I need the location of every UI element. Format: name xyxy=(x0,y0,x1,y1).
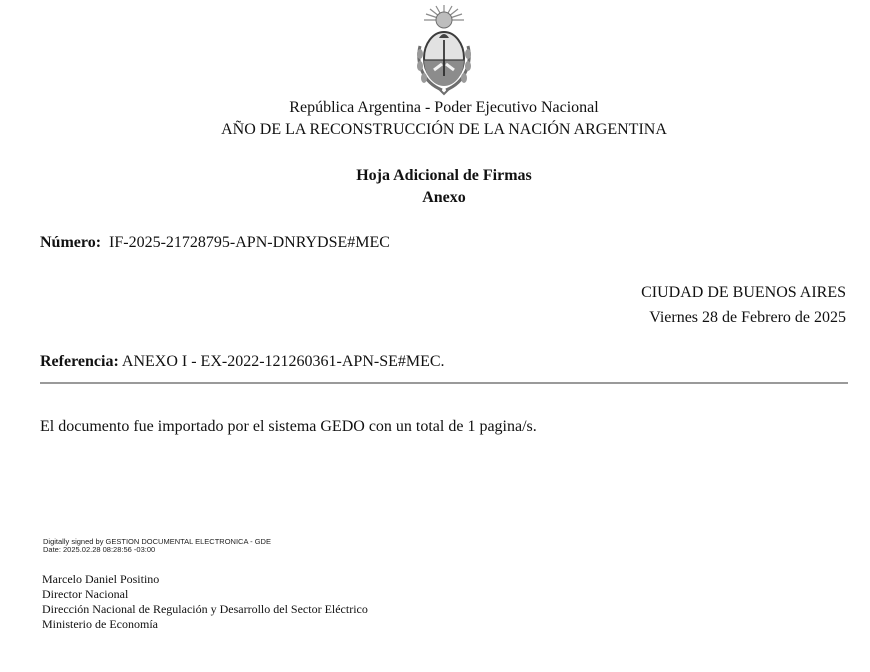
signer-name: Marcelo Daniel Positino xyxy=(42,572,160,586)
numero-value: IF-2025-21728795-APN-DNRYDSE#MEC xyxy=(109,234,390,251)
signer-role: Director Nacional xyxy=(42,587,129,601)
reference xyxy=(40,353,445,371)
divider xyxy=(40,382,848,384)
referencia-value: ANEXO I - EX-2022-121260361-APN-SE#MEC. xyxy=(121,353,445,370)
digital-signature-stamp xyxy=(43,538,271,554)
document-body: El documento fue importado por el sistema GEDO con un total de 1 pagina/s. xyxy=(40,418,537,435)
numero-label: Número: xyxy=(40,234,102,251)
city: CIUDAD DE BUENOS AIRES xyxy=(641,284,846,301)
document-subtitle: Anexo xyxy=(422,189,466,206)
document-number xyxy=(40,234,390,252)
argentina-coat-of-arms-icon xyxy=(412,4,476,96)
referencia-label: Referencia: xyxy=(40,353,119,370)
year-motto: AÑO DE LA RECONSTRUCCIÓN DE LA NACIÓN ARGENTINA xyxy=(221,121,667,138)
signer-block xyxy=(42,572,368,632)
document-title: Hoja Adicional de Firmas xyxy=(356,167,532,184)
signature-signed-by: Digitally signed by GESTION DOCUMENTAL ELECTRONICA - GDE xyxy=(43,537,271,546)
signature-date: Date: 2025.02.28 08:28:56 -03:00 xyxy=(43,545,156,554)
signer-ministry: Ministerio de Economía xyxy=(42,617,158,631)
signer-office: Dirección Nacional de Regulación y Desarrollo del Sector Eléctrico xyxy=(42,602,368,616)
document-date: Viernes 28 de Febrero de 2025 xyxy=(649,309,846,326)
government-header: República Argentina - Poder Ejecutivo Nacional xyxy=(289,99,599,116)
